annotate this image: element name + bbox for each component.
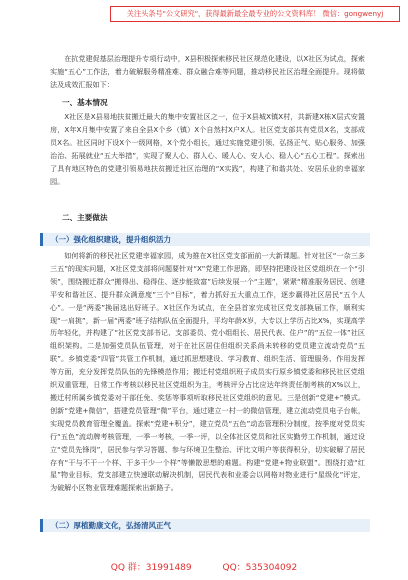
contact-footer [0,556,408,580]
intro-paragraph [50,53,365,92]
section-heading-main-practices: 二、主要做法 [62,213,108,222]
basic-info-text: X社区是X县易地扶贫搬迁最大的集中安置社区之一，位于X县城X镇X村，共新建X栋X层式安置房，X年X月集中安置了来自全县X个乡（镇）X个自然村X户X人。社区党支部共有党员X名，支部成员X名。社区同时下设X个一级网格，X个党小组长，通过实施党建引领、弘扬正气、贴心服务、加强治治、拓展就业“五大举措”，实现了聚人心、群人心、暖人心、安人心、稳人心“五心工程”。探索出了具有地区特色的党建引领易地扶贫搬迁社区治理的“X实践”，构建了和谐共处、安居乐业的幸福家园。 [50,112,365,186]
subheading-organization: （一）强化组织建设，提升组织活力 [40,233,370,246]
section-heading-basic-info: 一、基本情况 [62,98,108,107]
qq-label: QQ：535304092 [222,563,298,573]
intro-text: 在抗党建促基层治理提升专项行动中，X县积极探索移民社区规范化建设，以X社区为试点，探索实施“五心”工作法，着力破解服务精准难、群众融合难等问题，推动移民社区治理全面提升。现将做法及成效汇报如下： [50,54,365,89]
organization-paragraph [50,250,365,495]
basic-info-paragraph [50,111,365,188]
organization-text: 如何将新的移民社区党建幸福家园，成为推在X社区党支部面前一大新课题。针对社区“一杂三多三五”的现实问题，X社区党支部将问题要针对“X”党建工作思路，即坚持把建设社区党组织在一个“引领”，围绕搬迁群众“搬得出、稳得住、逐步能致富”后续发展一个“主题”，紧紧“精准服务居民、创建平安和谐社区、提升群众满意度”三个“目标”，着力抓好五大重点工作，逐步赢得社区居民“五个人心”。一是“两委”换届选出好班子。X社区作为试点，在全县首家完成社区党支部换届工作，顺利实现“一肩挑”，新一届“两委”班子结构队伍全面提升，平均年龄X岁，大专以上学历占比X%，实现高学历年轻化，并构建了“社区党支部书记、支部委员、党小组组长、居民代表、住户”的“五位一体”社区组织架构。二是加强党员队伍管理，对于在社区居住但组织关系尚未转移的党员建立流动党员“五联”。乡镇党委“四管”共管工作机制，通过抓思想建设、学习教育、组织生活、管理服务、作用发挥等方面，充分发挥党员队伍的先锋模范作用；搬迁村党组织班子成员实行原乡镇党委和移民社区党组织双重管理，日常工作考核以移民社区党组织为主，考核评分占比应达年终责任制考核的X%以上，搬迁村所属乡镇党委对干部任免、奖惩等事项听取移民社区党组织的意见。三是创新“党建+”模式。创新“党建+微信”，搭建党员管理“微”平台，通过建立一村一的微信管理，建立流动党员电子台帐，实现党员教育管理全覆盖。探索“党建+积分”，建立党员“五色”动态管理积分制度，按季度对党员实行“五色”流动牌考核管理，一季一考核，一季一评，以全体社区党员和社区实勤劳工作机制，通过设立“党员先锋岗”，居民参与学习答题、参与环境卫生整治、评比文明户等获得积分，切实破解了居民存有“干与不干一个样、干多干少一个样”等懒散思想的难题。构建“党建+物业联盟”。围绕打造“红星”物业目标，党支部建立快速联动解决机制，居民代表和业委会以网格对物业进行“星级化”评定，为破解小区物业管理难题探索出新路子。 [50,251,365,493]
qq-group-label: QQ 群：31991489 [110,563,192,573]
promo-banner[interactable]: 关注头条号"公文研究"，获得最新最全最专业的公文资料库！ 微信：gongwenyj [110,6,400,22]
subheading-culture: （二）厚植勤康文化，弘扬清风正气 [40,519,370,532]
